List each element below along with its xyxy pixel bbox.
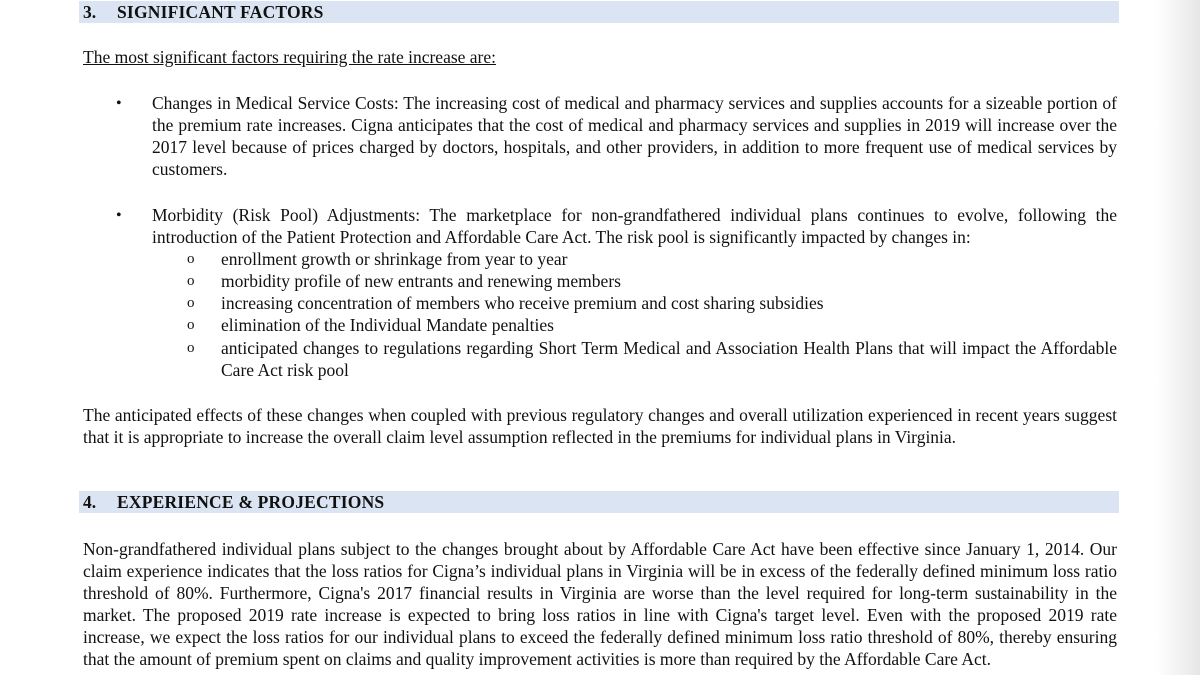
sub-bullet-marker: o bbox=[187, 273, 195, 289]
sub-item-regulation-changes: anticipated changes to regulations regarding Short Term Medical and Association Health Plans that will impact the Affordable Care Act risk pool bbox=[221, 338, 1117, 380]
section-4-body: Non-grandfathered individual plans subject to the changes brought about by Affordable Care Act have been effective since January 1, 2014. Our claim experience indicates that the loss ratios for Cigna’s individual plans in Virginia will be in excess of the federally defined minimum loss ratio threshold of 80%. Furthermore, Cigna's 2017 financial results in Virginia are worse than the level required for long-term sustainability in the market. The proposed 2019 rate increase is expected to bring loss ratios in line with Cigna's target level. Even with the proposed 2019 rate increase, we expect the loss ratios for our individual plans to exceed the federally defined minimum loss ratio threshold of 80%, thereby ensuring that the amount of premium spent on claims and quality improvement activities is more than required by the Affordable Care Act. bbox=[83, 539, 1117, 669]
section-4-title: EXPERIENCE & PROJECTIONS bbox=[117, 492, 385, 512]
section-3-heading bbox=[79, 1, 1119, 23]
section-4-number: 4. bbox=[83, 492, 97, 512]
bullet-marker: • bbox=[116, 95, 122, 112]
sub-bullet-marker: o bbox=[187, 251, 195, 267]
sub-bullet-marker: o bbox=[187, 317, 195, 333]
sub-item-enrollment-growth: enrollment growth or shrinkage from year to year bbox=[221, 249, 568, 269]
sub-item-mandate-penalties: elimination of the Individual Mandate penalties bbox=[221, 315, 554, 335]
sub-item-morbidity-profile: morbidity profile of new entrants and renewing members bbox=[221, 271, 621, 291]
section-3-intro: The most significant factors requiring the rate increase are: bbox=[83, 47, 497, 67]
section-4-heading bbox=[79, 491, 1119, 513]
sub-bullet-marker: o bbox=[187, 340, 195, 356]
bullet-medical-service-costs: Changes in Medical Service Costs: The increasing cost of medical and pharmacy services and supplies accounts for a sizeable portion of the premium rate increases. Cigna anticipates that the cost of medical and pharmacy services and supplies in 2019 will increase over the 2017 level because of prices charged by doctors, hospitals, and other providers, in addition to more frequent use of medical services by customers. bbox=[152, 93, 1117, 179]
section-3-number: 3. bbox=[83, 2, 97, 22]
bullet-morbidity-adjustments: Morbidity (Risk Pool) Adjustments: The marketplace for non-grandfathered individual plans continues to evolve, following the introduction of the Patient Protection and Affordable Care Act. The risk pool is significantly impacted by changes in: bbox=[152, 205, 1117, 247]
section-3-closing: The anticipated effects of these changes when coupled with previous regulatory changes and overall utilization experienced in recent years suggest that it is appropriate to increase the overall claim level assumption reflected in the premiums for individual plans in Virginia. bbox=[83, 405, 1117, 447]
bullet-marker: • bbox=[116, 207, 122, 224]
page-edge-shadow bbox=[1156, 0, 1200, 675]
sub-item-subsidies: increasing concentration of members who receive premium and cost sharing subsidies bbox=[221, 293, 824, 313]
sub-bullet-marker: o bbox=[187, 295, 195, 311]
section-3-title: SIGNIFICANT FACTORS bbox=[117, 2, 324, 22]
